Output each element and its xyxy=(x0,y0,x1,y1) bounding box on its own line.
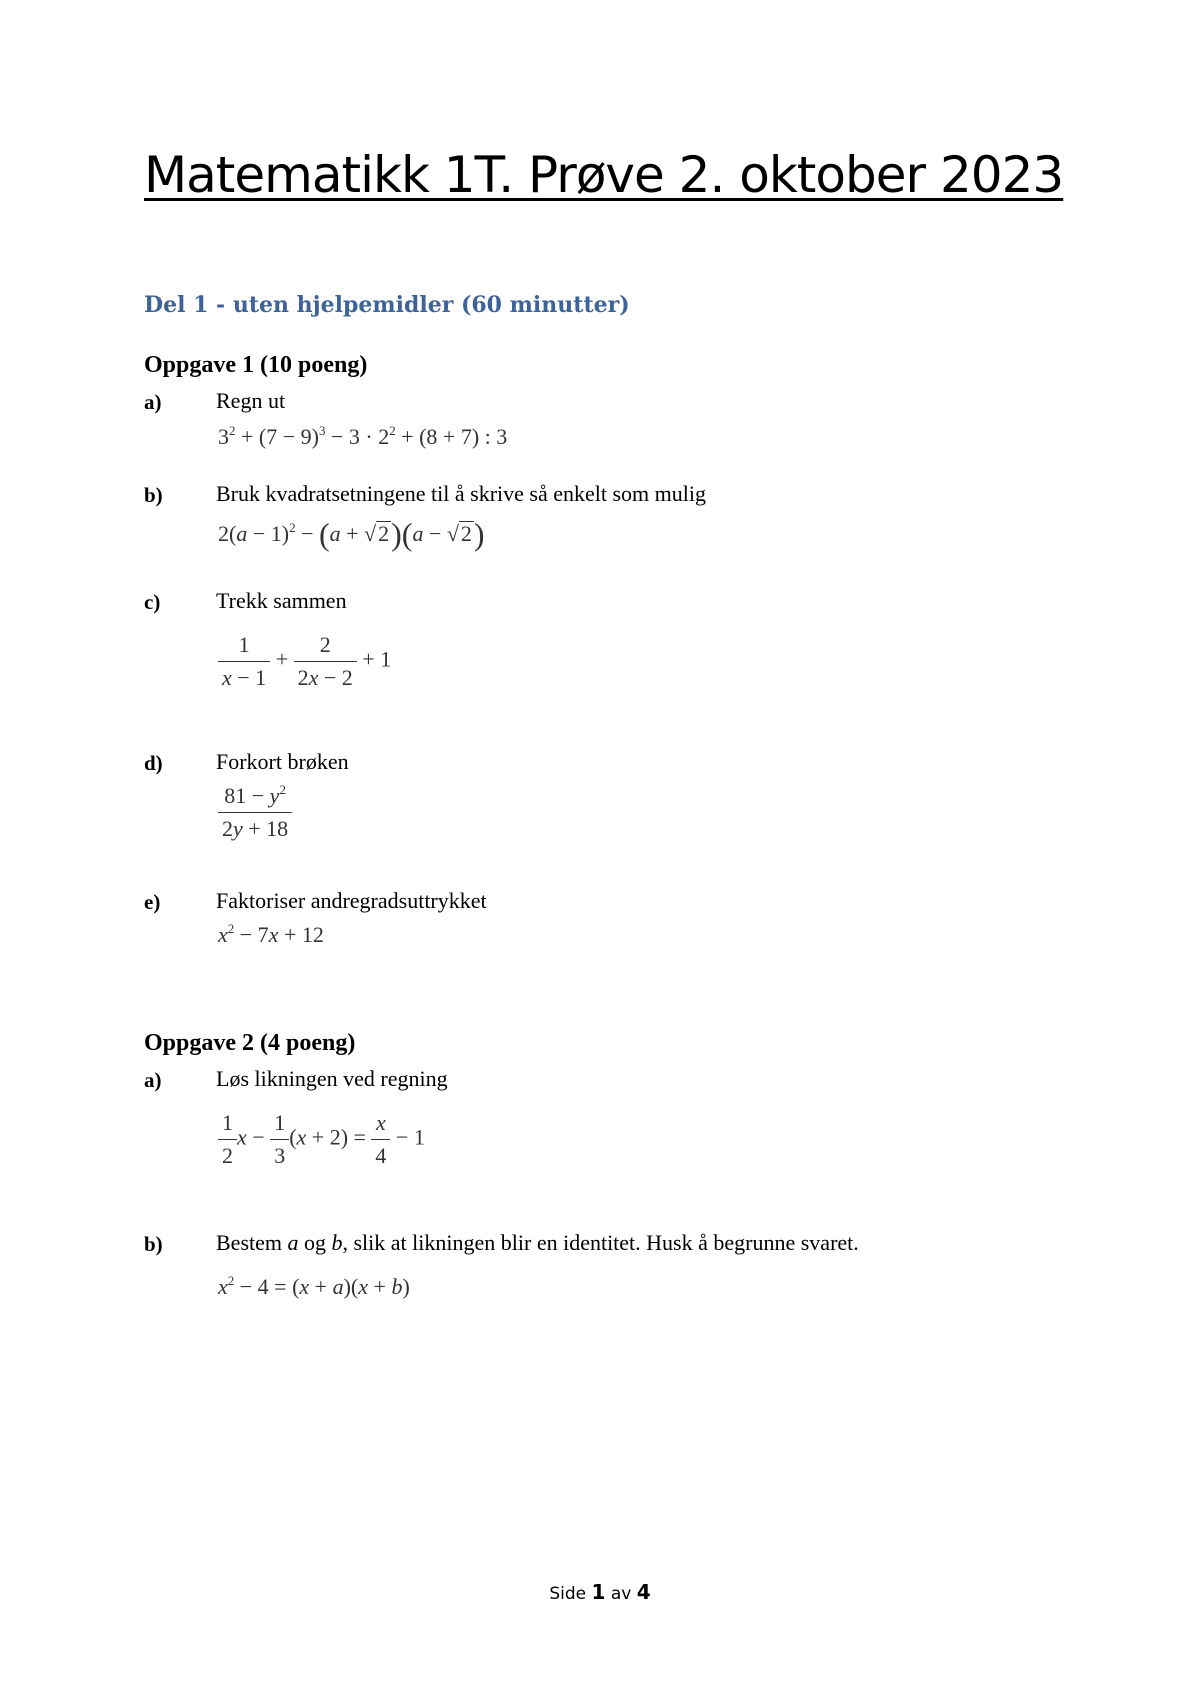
task1-title: Oppgave 1 (10 poeng) xyxy=(144,352,368,378)
task1-c-label: c) xyxy=(144,590,161,614)
page-number: 1 xyxy=(591,1580,606,1604)
task1-b-expression: $2(a - 1)^2 - (a + √2)(a - √2)$ xyxy=(218,516,485,552)
page-total: 4 xyxy=(636,1580,651,1604)
task1-e-expression: $x^2 - 7x + 12$ xyxy=(218,921,324,947)
task1-b-text: Bruk kvadratsetningene til å skrive så enkelt som mulig xyxy=(216,481,707,506)
task2-a-label: a) xyxy=(144,1068,162,1092)
task1-d-text: Forkort brøken xyxy=(216,749,349,774)
task2-b-text: Bestem a og b, slik at likningen blir en identitet. Husk å begrunne svaret. xyxy=(216,1230,859,1255)
task1-a-expression: $3^2 + (7 - 9)^3 - 3 \cdot 2^2 + (8 + 7)$ : 3 xyxy=(218,423,508,449)
variable-b: b xyxy=(331,1230,343,1255)
task1-b-label: b) xyxy=(144,483,163,507)
task2-title: Oppgave 2 (4 poeng) xyxy=(144,1030,356,1056)
task2-b-equation: $x^2 - 4 = (x + a)(x + b)$ xyxy=(218,1273,410,1299)
task1-a-text: Regn ut xyxy=(216,388,286,413)
task2-b-label: b) xyxy=(144,1232,163,1256)
task2-a-equation: $\frac{1}{2}$ x − $\frac{1}{3}$ (x + 2) = $\frac{x}{4}$ − 1 xyxy=(218,1110,425,1169)
task1-c-expression: $\frac{1}{x - 1}$ + $\frac{2}{2x - 2}$ + 1 xyxy=(218,632,391,691)
task1-c-text: Trekk sammen xyxy=(216,588,347,613)
task1-e-label: e) xyxy=(144,890,161,914)
variable-a: a xyxy=(287,1230,299,1255)
task1-e-text: Faktoriser andregradsuttrykket xyxy=(216,888,487,913)
task1-d-expression: $\frac{81 - y^2}{2y + 18}$ xyxy=(218,783,292,842)
section-heading: Del 1 - uten hjelpemidler (60 minutter) xyxy=(144,292,630,318)
page-footer: Side 1 av 4 xyxy=(549,1580,651,1604)
document-title: Matematikk 1T. Prøve 2. oktober 2023 xyxy=(144,146,1064,204)
task2-a-text: Løs likningen ved regning xyxy=(216,1066,448,1091)
task1-d-label: d) xyxy=(144,751,163,775)
task1-a-label: a) xyxy=(144,390,162,414)
